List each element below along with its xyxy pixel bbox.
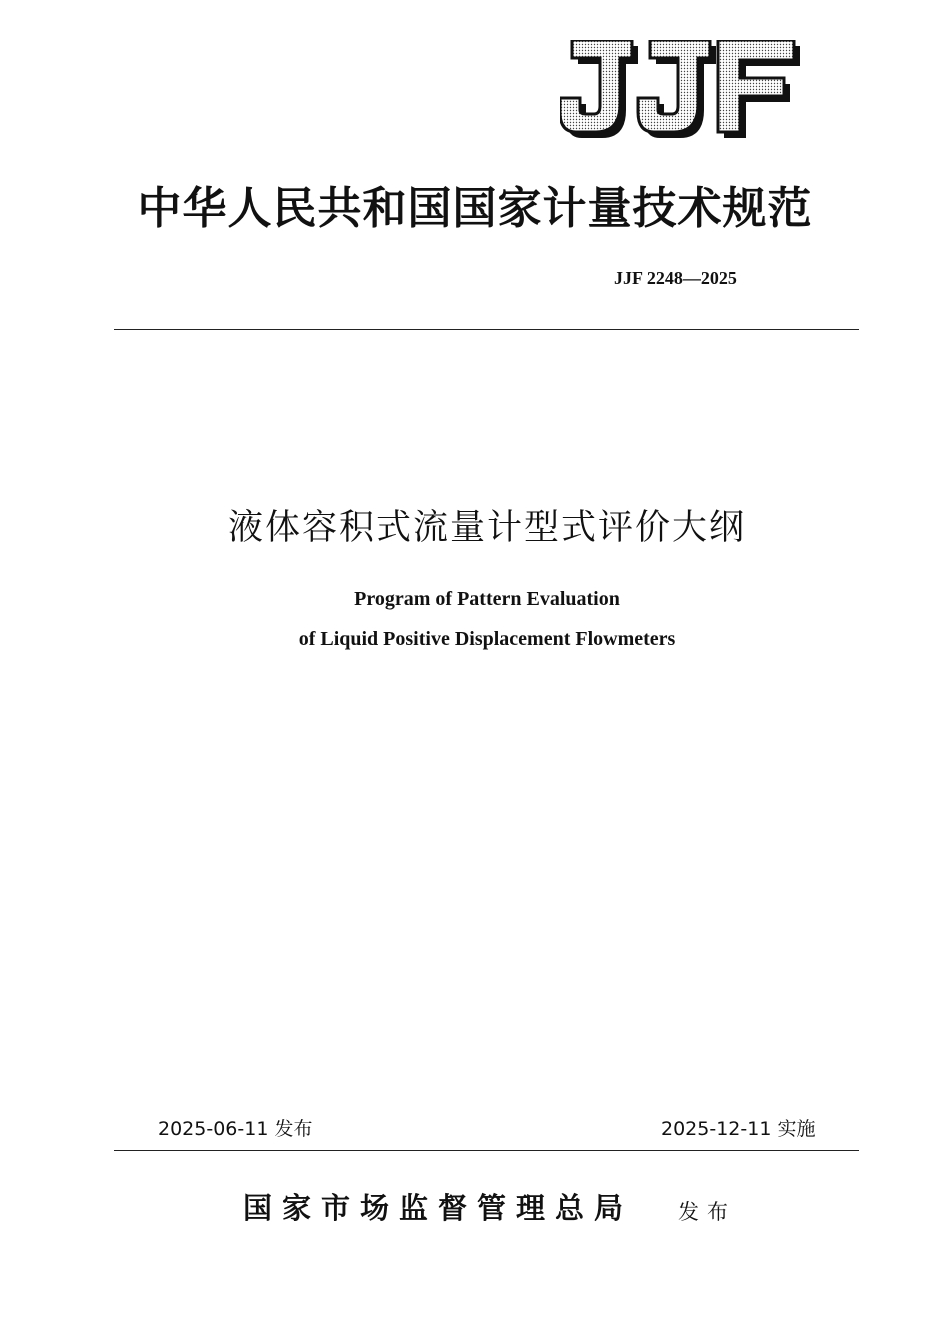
implementation-date: 2025-12-11 实施 <box>661 1118 816 1140</box>
publisher-name: 国家市场监督管理总局 <box>243 1191 634 1225</box>
publish-label: 发布 <box>678 1200 736 1224</box>
document-code: JJF 2248—2025 <box>614 268 737 288</box>
header-title: 中华人民共和国国家计量技术规范 <box>137 183 813 234</box>
top-divider <box>114 329 859 330</box>
document-title-en-line2: of Liquid Positive Displacement Flowmeters <box>298 628 676 650</box>
jjf-logo <box>560 40 805 144</box>
document-title: 液体容积式流量计型式评价大纲 <box>227 508 746 548</box>
issue-date: 2025-06-11 发布 <box>158 1118 313 1140</box>
document-title-en-line1: Program of Pattern Evaluation <box>354 588 620 610</box>
bottom-divider <box>114 1150 859 1151</box>
